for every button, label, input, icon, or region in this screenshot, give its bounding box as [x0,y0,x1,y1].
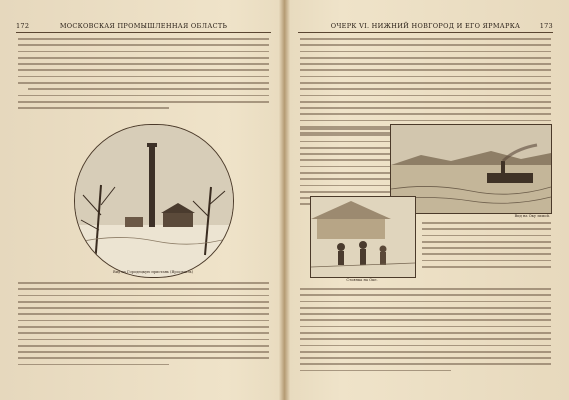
left-page-number: 172 [16,22,30,30]
left-text-top [18,38,269,113]
right-running-title: ОЧЕРК VI. НИЖНИЙ НОВГОРОД И ЕГО ЯРМАРКА [330,22,521,30]
right-text-bottom [300,288,551,376]
left-page [6,0,281,400]
right-page [288,0,563,400]
right-running-header [298,22,553,33]
right-figure2-caption: Стоянка на Оке. [346,278,378,282]
left-running-title: МОСКОВСКАЯ ПРОМЫШЛЕННАЯ ОБЛАСТЬ [59,22,228,30]
left-text-bottom [18,282,269,370]
left-figure-caption: Вид на Городецкую пристань (Ярославль) [113,270,193,274]
right-figure1-caption: Вид на Оку зимой. [514,214,550,218]
left-running-header [16,22,271,33]
right-page-number: 173 [539,22,553,30]
right-illustration-riverside-people [310,196,416,278]
left-illustration-winter-scene [74,124,234,278]
right-text-column-right [422,222,551,272]
